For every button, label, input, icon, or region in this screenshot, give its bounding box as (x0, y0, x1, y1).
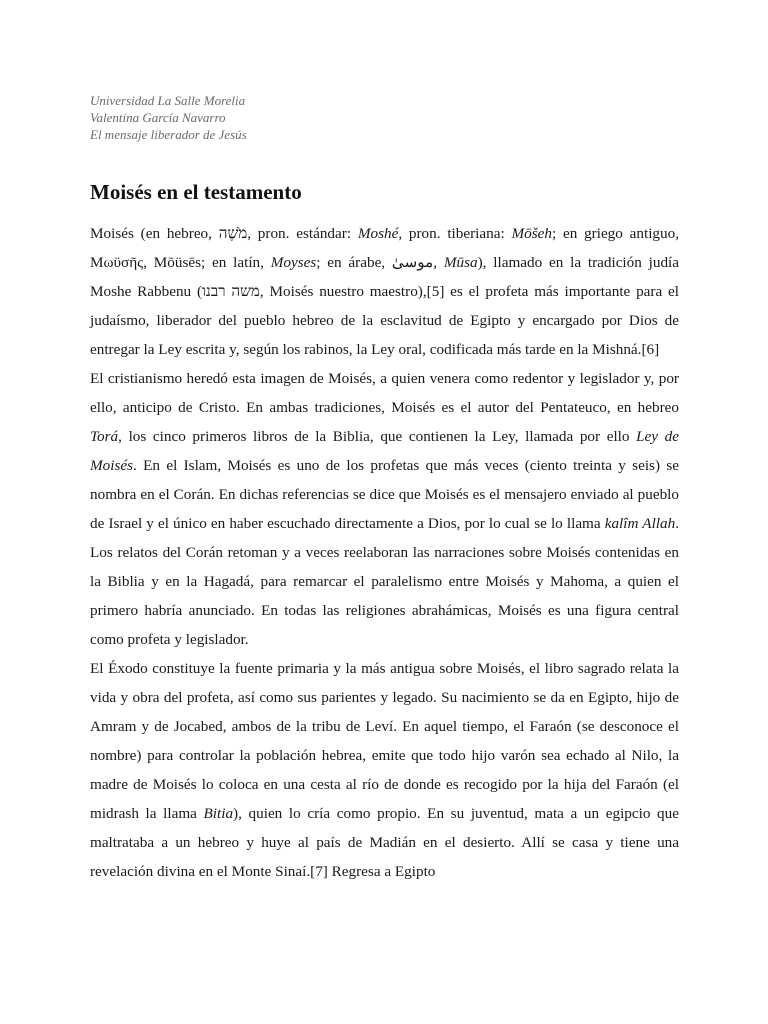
document-subject: El mensaje liberador de Jesús (90, 127, 247, 142)
paragraph-1: Moisés (en hebreo, מֹשֶׁה, pron. estándar: Moshé, pron. tiberiana: Mōšeh; en griego antiguo, Μωϋσῆς, Mōüsēs; en latín, Moyses; en árabe, موسىٰ, Mūsa), llamado en la tradición judía Moshe Rabbenu (משה רבנו, Moisés nuestro maestro),[5] es el profeta más importante para el judaísmo, liberador del pueblo hebreo de la esclavitud de Egipto y encargado por Dios de entregar la Ley escrita y, según los rabinos, la Ley oral, codificada más tarde en la Mishná.[6] (90, 225, 680, 358)
author-name: Valentina García Navarro (90, 110, 226, 125)
document-body (90, 219, 679, 886)
university-name: Universidad La Salle Morelia (90, 93, 246, 108)
paragraph-3: El Éxodo constituye la fuente primaria y la más antigua sobre Moisés, el libro sagrado relata la vida y obra del profeta, así como sus parientes y legado. Su nacimiento se da en Egipto, hijo de Amram y de Jocabed, ambos de la tribu de Leví. En aquel tiempo, el Faraón (se desconoce el nombre) para controlar la población hebrea, emite que todo hijo varón sea echado al Nilo, la madre de Moisés lo coloca en una cesta al río de donde es recogido por la hija del Faraón (el midrash la llama Bitia), quien lo cría como propio. En su juventud, mata a un egipcio que maltrataba a un hebreo y huye al país de Madián en el desierto. Allí se casa y tiene una revelación divina en el Monte Sinaí.[7] Regresa a Egipto (90, 660, 679, 880)
document-page (90, 92, 679, 886)
hebrew-name: מֹשֶׁה (218, 225, 248, 242)
document-header (90, 92, 679, 143)
paragraph-2: El cristianismo heredó esta imagen de Moisés, a quien venera como redentor y legislador y, por ello, anticipo de Cristo. En ambas tradiciones, Moisés es el autor del Pentateuco, en hebreo Torá, los cinco primeros libros de la Biblia, que contienen la Ley, llamada por ello Ley de Moisés. En el Islam, Moisés es uno de los profetas que más veces (ciento treinta y seis) se nombra en el Corán. En dichas referencias se dice que Moisés es el mensajero enviado al pueblo de Israel y el único en haber escuchado directamente a Dios, por lo cual se lo llama kalîm Allah. Los relatos del Corán retoman y a veces reelaboran las narraciones sobre Moisés contenidas en la Biblia y en la Hagadá, para remarcar el paralelismo entre Moisés y Mahoma, a quien el primero habría anunciado. En todas las religiones abrahámicas, Moisés es una figura central como profeta y legislador. (90, 370, 679, 648)
hebrew-rabbenu: משה רבנו (202, 283, 260, 300)
section-title: Moisés en el testamento (90, 180, 302, 204)
arabic-name: موسىٰ (391, 254, 434, 271)
